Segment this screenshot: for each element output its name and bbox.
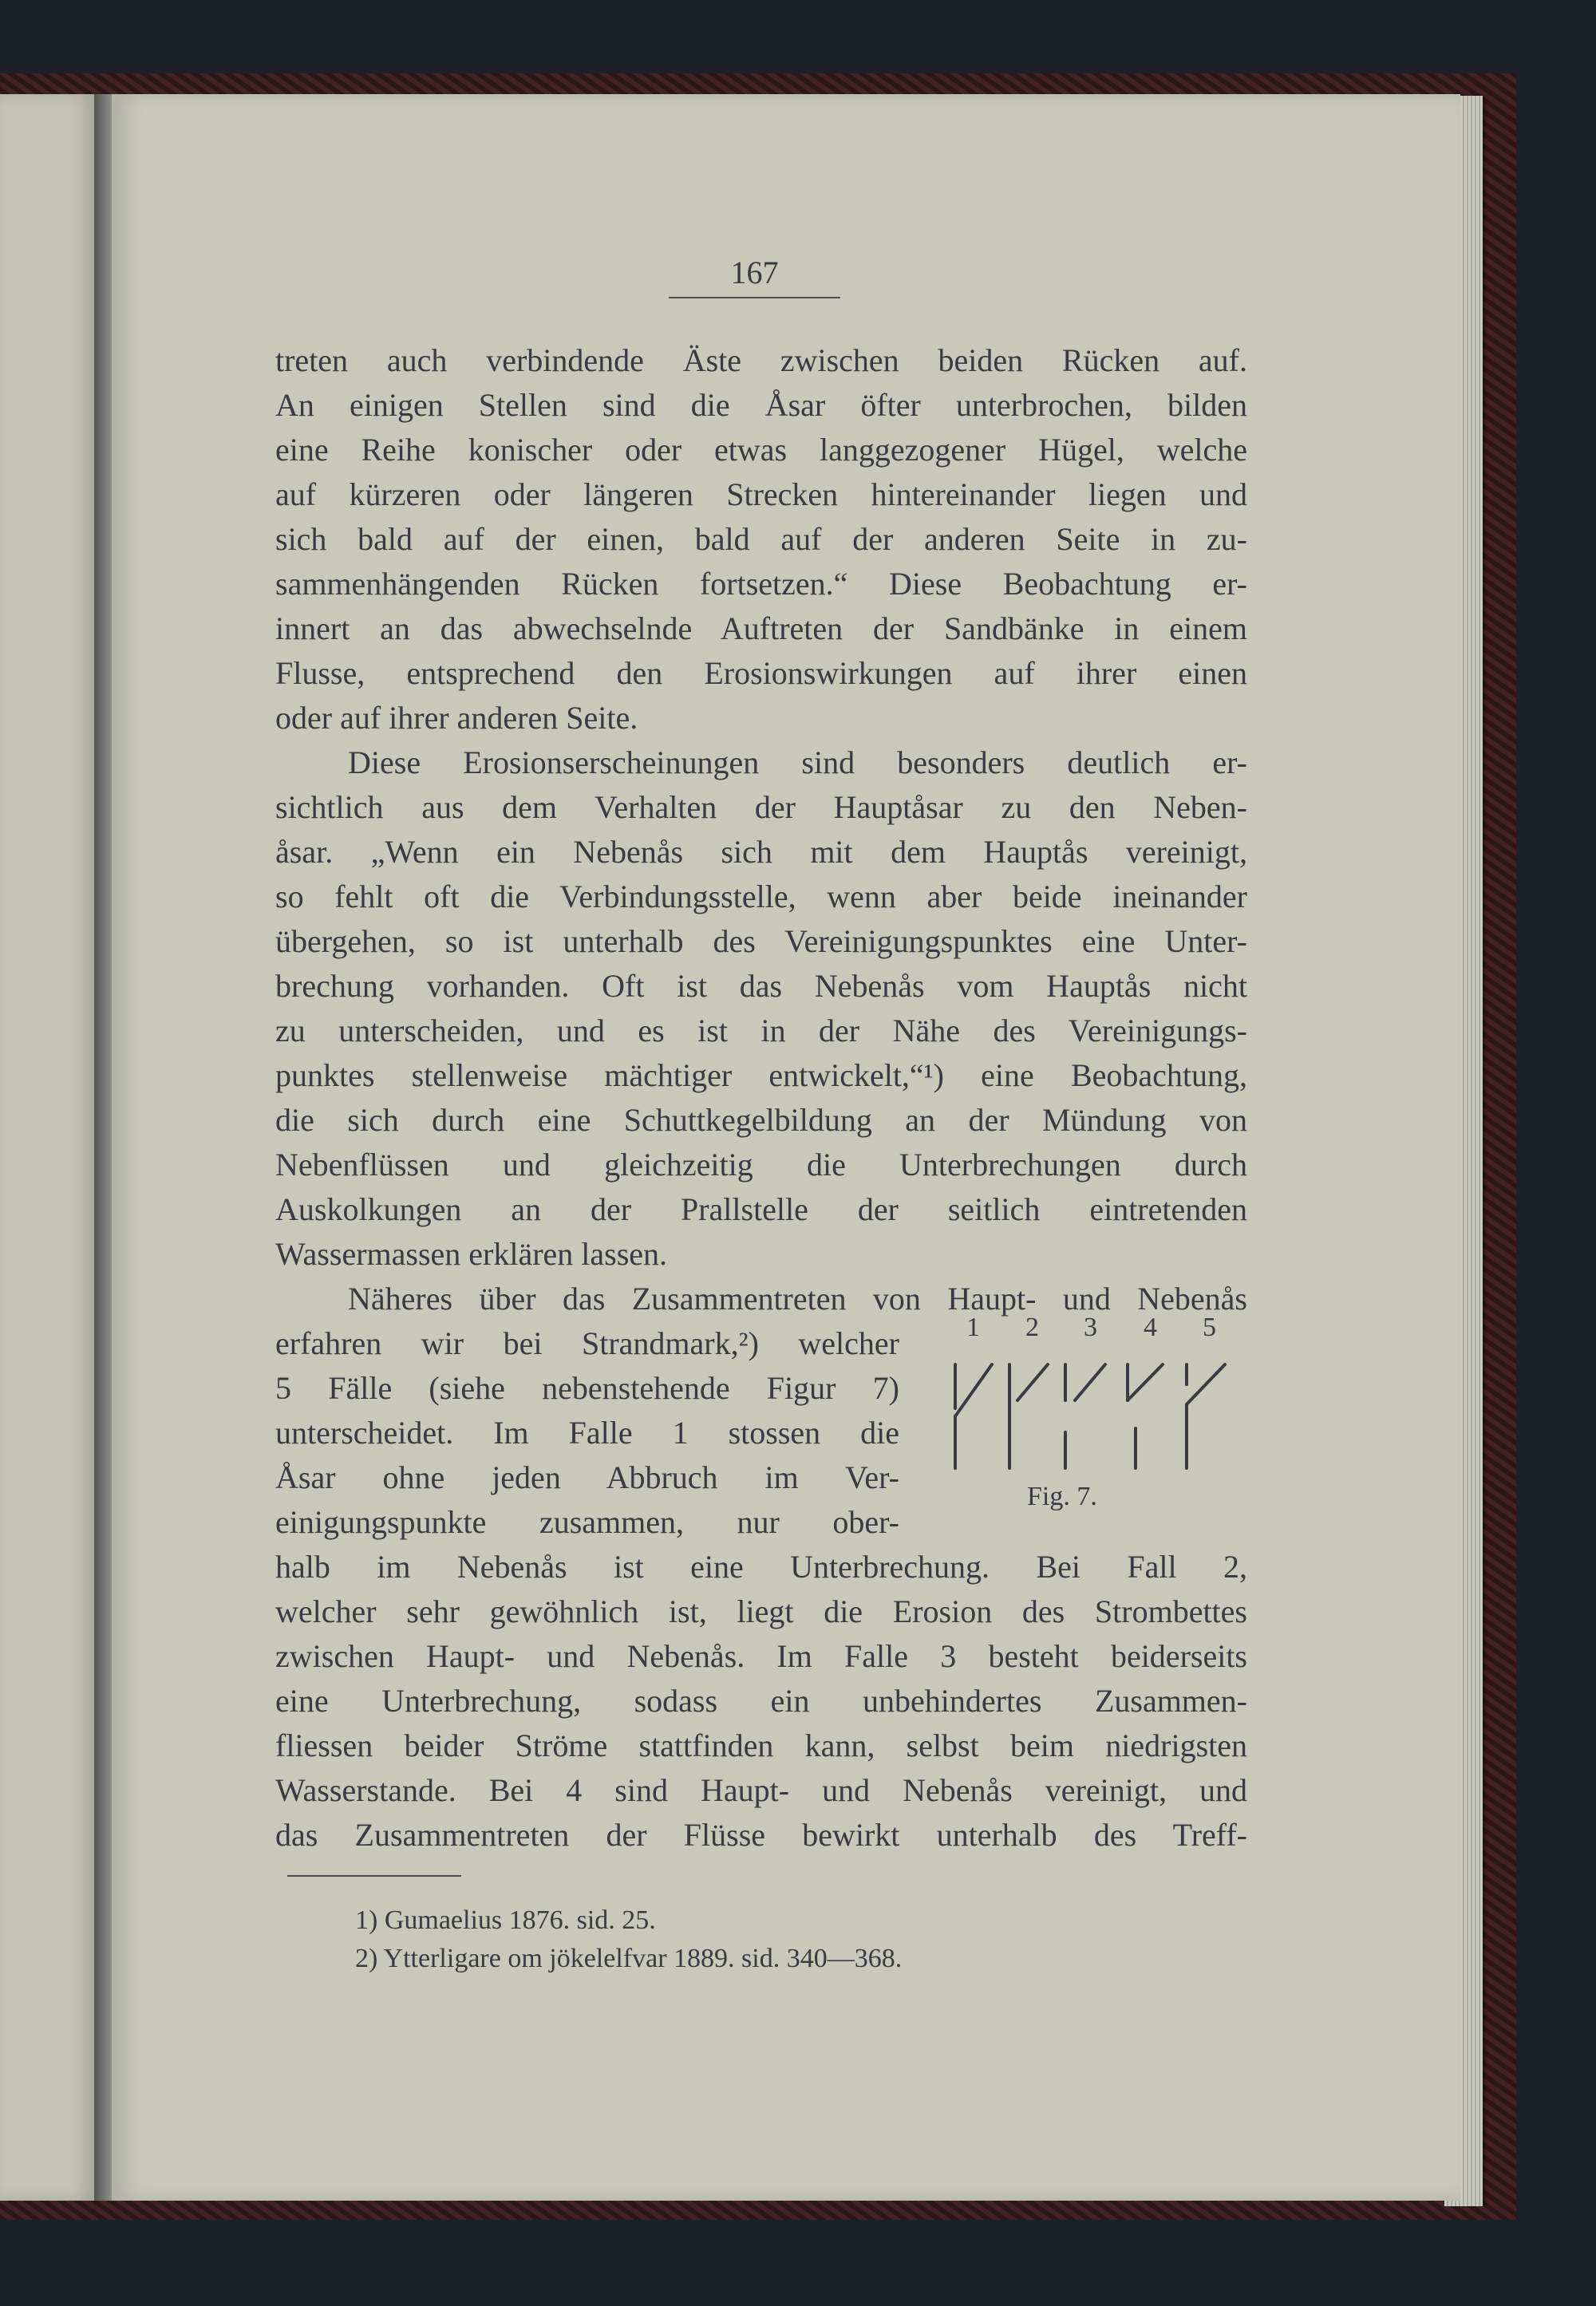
text-line: erfahren wir bei Strandmark,²) welcher — [275, 1325, 899, 1361]
fig-line — [1017, 1364, 1048, 1400]
text-line: Diese Erosionserscheinungen sind besonders deutlich er- — [348, 744, 1247, 780]
text-line: zwischen Haupt- und Nebenås. Im Falle 3 besteht beiderseits — [275, 1638, 1247, 1674]
text-line: zu unterscheiden, und es ist in der Nähe des Vereinigungs- — [275, 1013, 1247, 1048]
text-line: übergehen, so ist unterhalb des Vereinigungspunktes eine Unter- — [275, 923, 1247, 959]
text-line: 5 Fälle (siehe nebenstehende Figur 7) — [275, 1370, 899, 1406]
fig-line — [1128, 1364, 1163, 1400]
text-line: sich bald auf der einen, bald auf der anderen Seite in zu- — [275, 521, 1247, 557]
text-line: An einigen Stellen sind die Åsar öfter unterbrochen, bilden — [275, 387, 1247, 423]
text-line: Näheres über das Zusammentreten von Haupt- und Nebenås — [348, 1281, 1247, 1317]
figure-number-2: 2 — [1025, 1313, 1039, 1342]
figure-7 — [938, 1313, 1249, 1520]
text-line: einigungspunkte zusammen, nur ober- — [275, 1504, 899, 1540]
text-line: auf kürzeren oder längeren Strecken hintereinander liegen und — [275, 476, 1247, 512]
footnote-1: 1) Gumaelius 1876. sid. 25. — [355, 1905, 656, 1935]
text-line: punktes stellenweise mächtiger entwickelt,“¹) eine Beobachtung, — [275, 1057, 1247, 1093]
text-line: treten auch verbindende Äste zwischen beiden Rücken auf. — [275, 342, 1247, 378]
text-line: brechung vorhanden. Oft ist das Nebenås vom Hauptås nicht — [275, 968, 1247, 1004]
text-line: halb im Nebenås ist eine Unterbrechung. Bei Fall 2, — [275, 1549, 1247, 1585]
figure-number-1: 1 — [966, 1313, 980, 1342]
text-line: Nebenflüssen und gleichzeitig die Unterbrechungen durch — [275, 1147, 1247, 1183]
text-line: Wasserstande. Bei 4 sind Haupt- und Nebenås vereinigt, und — [275, 1772, 1247, 1808]
text-line: eine Reihe konischer oder etwas langgezogener Hügel, welche — [275, 432, 1247, 468]
text-line: unterscheidet. Im Falle 1 stossen die — [275, 1415, 899, 1451]
text-line: oder auf ihrer anderen Seite. — [275, 700, 638, 736]
text-line: eine Unterbrechung, sodass ein unbehindertes Zusammen- — [275, 1683, 1247, 1719]
figure-7-drawing — [938, 1313, 1249, 1480]
text-line: welcher sehr gewöhnlich ist, liegt die Erosion des Strombettes — [275, 1593, 1247, 1629]
footnote-2: 2) Ytterligare om jökelelfvar 1889. sid. 340—368. — [355, 1944, 903, 1973]
text-line: fliessen beider Ströme stattfinden kann, selbst beim niedrigsten — [275, 1728, 1247, 1763]
text-line: Flusse, entsprechend den Erosionswirkungen auf ihrer einen — [275, 655, 1247, 691]
text-line: Åsar ohne jeden Abbruch im Ver- — [275, 1459, 899, 1495]
fig-line — [955, 1364, 992, 1416]
figure-number-3: 3 — [1084, 1313, 1097, 1342]
book-gutter — [94, 94, 112, 2201]
fig-line — [1187, 1364, 1225, 1404]
text-line: Wassermassen erklären lassen. — [275, 1236, 668, 1272]
figure-number-5: 5 — [1203, 1313, 1216, 1342]
page-number: 167 — [730, 255, 779, 290]
text-line: Auskolkungen an der Prallstelle der seitlich eintretenden — [275, 1191, 1247, 1227]
text-line: das Zusammentreten der Flüsse bewirkt unterhalb des Treff- — [275, 1817, 1247, 1853]
left-page-edge — [0, 94, 97, 2201]
header-rule — [669, 297, 840, 298]
figure-number-4: 4 — [1144, 1313, 1157, 1342]
fig-line — [1075, 1364, 1105, 1400]
text-line: die sich durch eine Schuttkegelbildung an der Mündung von — [275, 1102, 1247, 1138]
text-line: sichtlich aus dem Verhalten der Hauptåsar zu den Neben- — [275, 789, 1247, 825]
footnote-rule — [287, 1875, 461, 1877]
text-line: sammenhängenden Rücken fortsetzen.“ Diese Beobachtung er- — [275, 566, 1247, 602]
text-line: innert an das abwechselnde Auftreten der Sandbänke in einem — [275, 610, 1247, 646]
text-line: so fehlt oft die Verbindungsstelle, wenn aber beide ineinander — [275, 879, 1247, 914]
figure-caption: Fig. 7. — [1027, 1482, 1097, 1511]
text-line: åsar. „Wenn ein Nebenås sich mit dem Hauptås vereinigt, — [275, 834, 1247, 870]
